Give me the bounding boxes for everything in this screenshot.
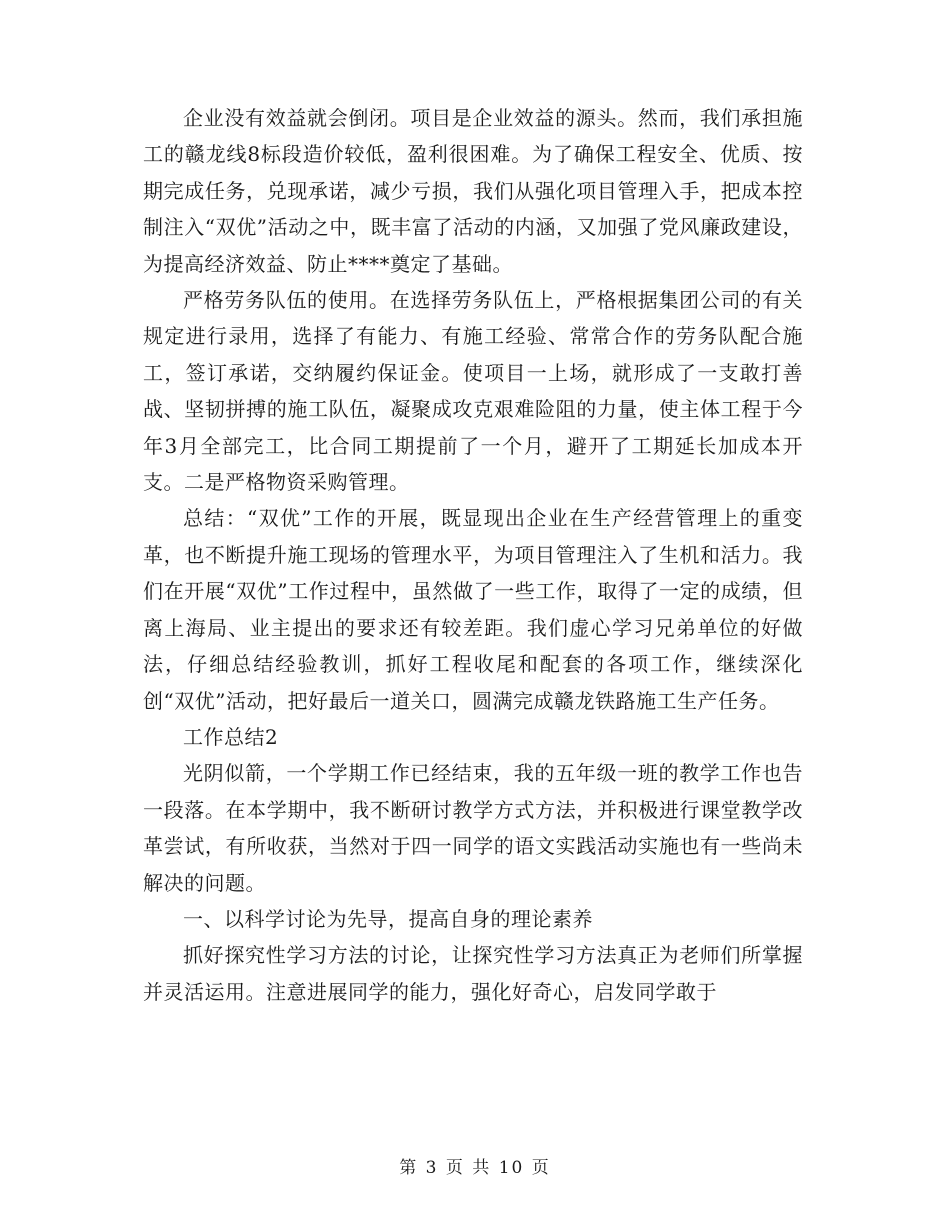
paragraph-semester-intro: 光阴似箭，一个学期工作已经结束，我的五年级一班的教学工作也告一段落。在本学期中，我不断研讨教学方式方法，并积极进行课堂教学改革尝试，有所收获，当然对于四一同学的语文实践活动实施也有一些尚未解决的问题。 — [143, 761, 803, 895]
paragraph-inquiry-learning: 抓好探究性学习方法的讨论，让探究性学习方法真正为老师们所掌握并灵活运用。注意进展同学的能力，强化好奇心，启发同学敢于 — [143, 943, 803, 1004]
paragraph-cost-control: 企业没有效益就会倒闭。项目是企业效益的源头。然而，我们承担施工的赣龙线8标段造价较低，盈利很困难。为了确保工程安全、优质、按期完成任务，兑现承诺，减少亏损，我们从强化项目管理入手，把成本控制注入“双优”活动之中，既丰富了活动的内涵，又加强了党风廉政建设，为提高经济效益、防止****奠定了基础。 — [143, 106, 803, 276]
document-body — [143, 100, 803, 1010]
section-heading-work-summary-2: 工作总结2 — [183, 724, 279, 749]
paragraph-summary: 总结：“双优”工作的开展，既显现出企业在生产经营管理上的重变革，也不断提升施工现场的管理水平，为项目管理注入了生机和活力。我们在开展“双优”工作过程中，虽然做了一些工作，取得了一定的成绩，但离上海局、业主提出的要求还有较差距。我们虚心学习兄弟单位的好做法，仔细总结经验教训，抓好工程收尾和配套的各项工作，继续深化创“双优”活动，把好最后一道关口，圆满完成赣龙铁路施工生产任务。 — [143, 506, 803, 713]
page-footer: 第 3 页 共 10 页 — [399, 1158, 551, 1178]
paragraph-labor-team: 严格劳务队伍的使用。在选择劳务队伍上，严格根据集团公司的有关规定进行录用，选择了有能力、有施工经验、常常合作的劳务队配合施工，签订承诺，交纳履约保证金。使项目一上场，就形成了一支敢打善战、坚韧拼搏的施工队伍，凝聚成攻克艰难险阻的力量，使主体工程于今年3月全部完工，比合同工期提前了一个月，避开了工期延长加成本开支。二是严格物资采购管理。 — [143, 288, 803, 495]
subheading-theory: 一、以科学讨论为先导，提高自身的理论素养 — [183, 906, 593, 931]
